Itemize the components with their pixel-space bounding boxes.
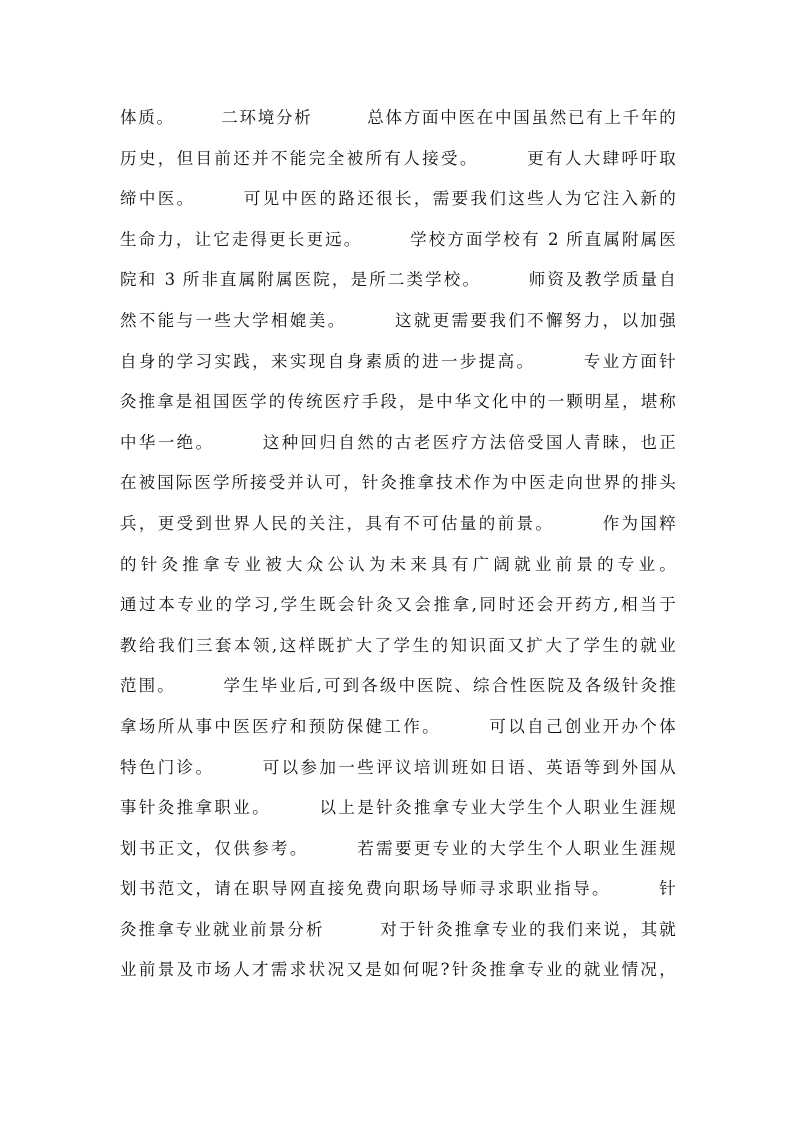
text-line: 在被国际医学所接受并认可，针灸推拿技术作为中医走向世界的排头 (120, 473, 676, 493)
text-line: 兵，更受到世界人民的关注，具有不可估量的前景。 作为国粹 (120, 513, 676, 533)
text-line: 灸推拿是祖国医学的传统医疗手段，是中华文化中的一颗明星，堪称 (120, 392, 676, 412)
text-line: 业前景及市场人才需求状况又是如何呢?针灸推拿专业的就业情况， (120, 960, 676, 980)
text-line: 中华一绝。 这种回归自然的古老医疗方法倍受国人青睐，也正 (120, 432, 676, 452)
text-line: 划书正文，仅供参考。 若需要更专业的大学生个人职业生涯规 (120, 838, 676, 858)
text-line: 特色门诊。 可以参加一些评议培训班如日语、英语等到外国从 (120, 757, 676, 777)
text-line: 缔中医。 可见中医的路还很长，需要我们这些人为它注入新的 (120, 189, 676, 209)
text-line: 历史，但目前还并不能完全被所有人接受。 更有人大肆呼吁取 (120, 148, 676, 168)
text-line: 生命力，让它走得更长更远。 学校方面学校有 2 所直属附属医 (120, 229, 676, 249)
text-line: 体质。 二环境分析 总体方面中医在中国虽然已有上千年的 (120, 108, 676, 127)
text-line: 事针灸推拿职业。 以上是针灸推拿专业大学生个人职业生涯规 (120, 798, 676, 818)
text-line: 灸推拿专业就业前景分析 对于针灸推拿专业的我们来说，其就 (120, 919, 676, 939)
body-text (120, 98, 676, 991)
text-line: 划书范文，请在职导网直接免费向职场导师寻求职业指导。 针 (120, 879, 676, 899)
text-line: 教给我们三套本领,这样既扩大了学生的知识面又扩大了学生的就业 (120, 635, 676, 655)
text-line: 然不能与一些大学相媲美。 这就更需要我们不懈努力，以加强 (120, 310, 676, 330)
text-line: 拿场所从事中医医疗和预防保健工作。 可以自己创业开办个体 (120, 716, 676, 736)
text-line: 的针灸推拿专业被大众公认为未来具有广阔就业前景的专业。 (120, 554, 676, 574)
text-line: 通过本专业的学习,学生既会针灸又会推拿,同时还会开药方,相当于 (120, 595, 676, 615)
text-line: 院和 3 所非直属附属医院，是所二类学校。 师资及教学质量自 (120, 270, 676, 290)
text-line: 范围。 学生毕业后,可到各级中医院、综合性医院及各级针灸推 (120, 676, 676, 696)
text-line: 自身的学习实践，来实现自身素质的进一步提高。 专业方面针 (120, 351, 676, 371)
